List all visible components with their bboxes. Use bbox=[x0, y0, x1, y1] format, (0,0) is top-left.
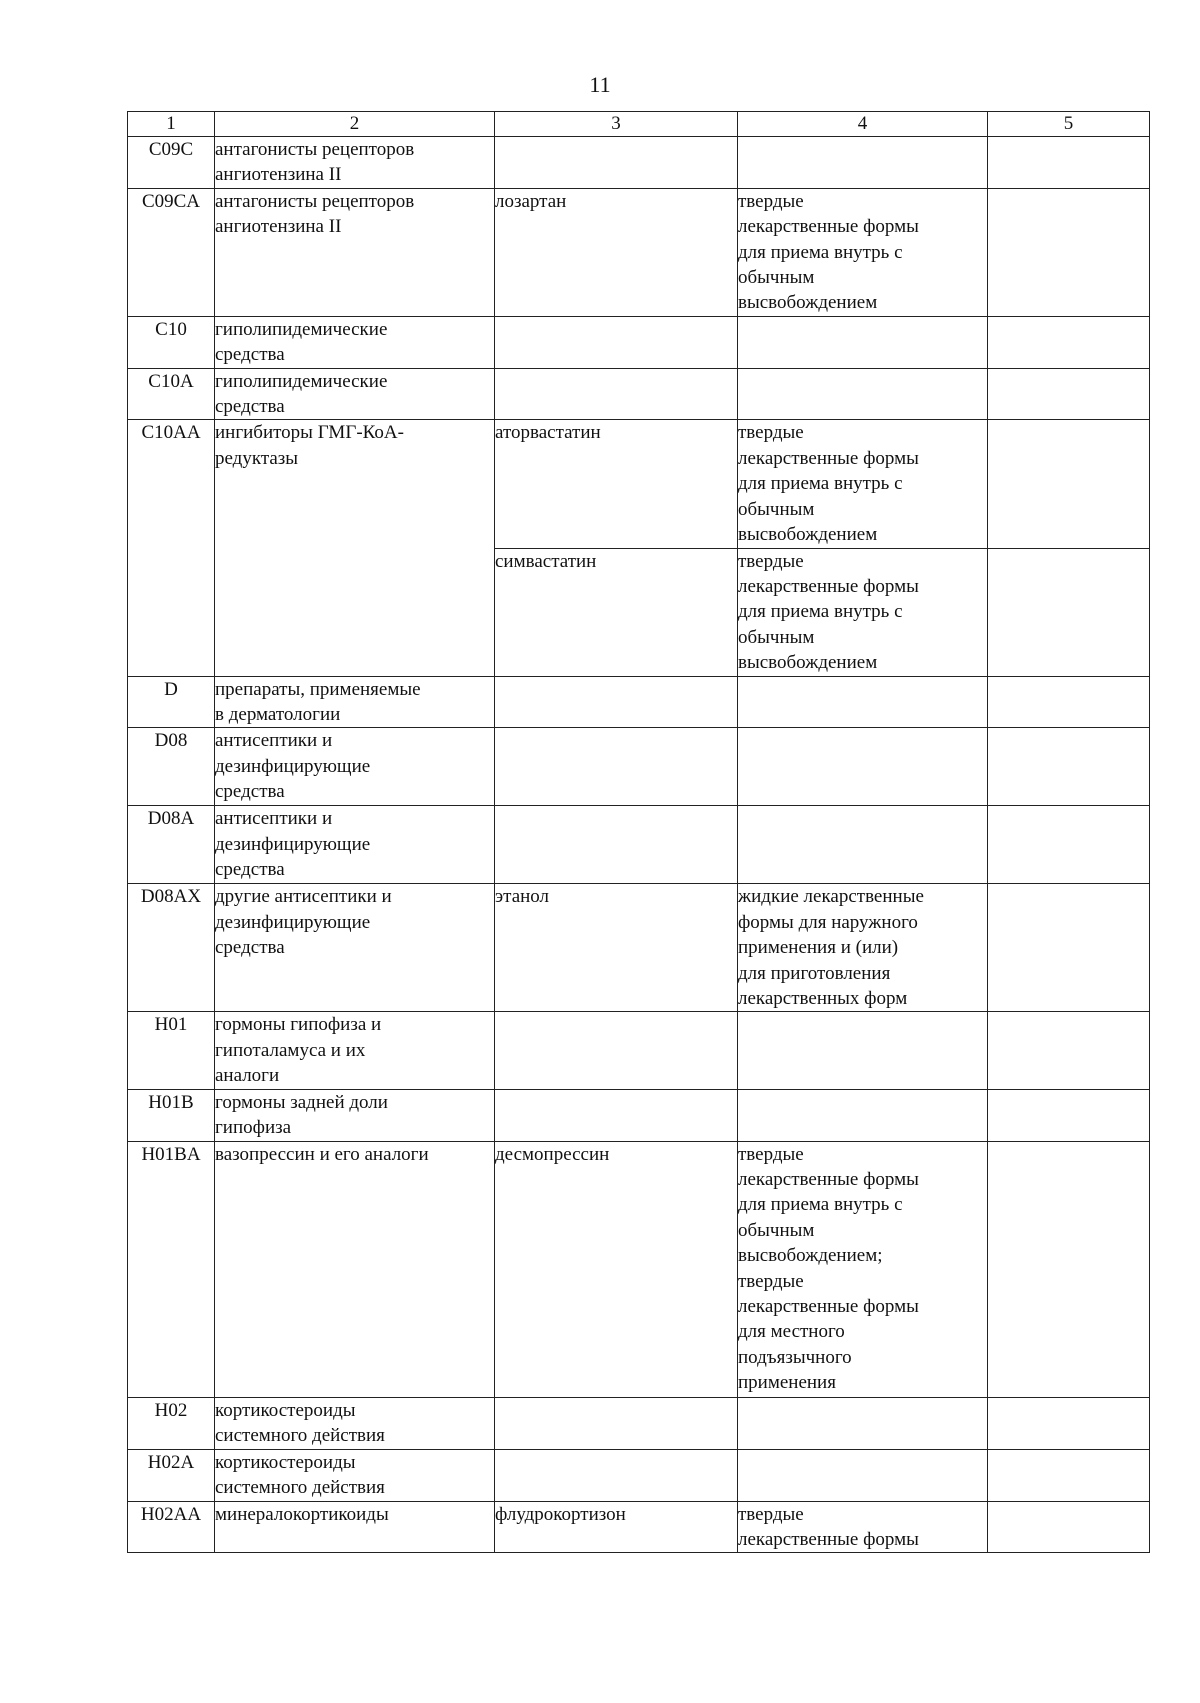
note-cell bbox=[988, 316, 1150, 368]
group-name: антагонисты рецепторов ангиотензина II bbox=[215, 137, 495, 189]
drug-name bbox=[495, 137, 738, 189]
group-name: кортикостероиды системного действия bbox=[215, 1397, 495, 1449]
dosage-form: твердые лекарственные формы для приема внутрь с обычным высвобождением; твердые лекарственные формы для местного подъязычного применения bbox=[738, 1141, 988, 1397]
note-cell bbox=[988, 548, 1150, 676]
table-row bbox=[128, 420, 1150, 548]
note-cell bbox=[988, 137, 1150, 189]
table-row bbox=[128, 137, 1150, 189]
drug-name: флудрокортизон bbox=[495, 1501, 738, 1553]
dosage-form bbox=[738, 806, 988, 884]
note-cell bbox=[988, 728, 1150, 806]
drug-name bbox=[495, 1089, 738, 1141]
atc-code: H01B bbox=[128, 1089, 215, 1141]
table-row bbox=[128, 1397, 1150, 1449]
table-row bbox=[128, 1501, 1150, 1553]
atc-code: C09CA bbox=[128, 188, 215, 316]
dosage-form bbox=[738, 1089, 988, 1141]
atc-code: H02AA bbox=[128, 1501, 215, 1553]
drug-table bbox=[127, 111, 1150, 1553]
note-cell bbox=[988, 884, 1150, 1012]
group-name: антисептики и дезинфицирующие средства bbox=[215, 728, 495, 806]
note-cell bbox=[988, 420, 1150, 548]
atc-code: D08A bbox=[128, 806, 215, 884]
group-name: гиполипидемические средства bbox=[215, 316, 495, 368]
table-row bbox=[128, 1449, 1150, 1501]
table-row bbox=[128, 806, 1150, 884]
header-row bbox=[128, 112, 1150, 137]
drug-name: лозартан bbox=[495, 188, 738, 316]
dosage-form bbox=[738, 368, 988, 420]
dosage-form bbox=[738, 676, 988, 728]
drug-name bbox=[495, 806, 738, 884]
atc-code: H02A bbox=[128, 1449, 215, 1501]
col-header-5: 5 bbox=[988, 112, 1150, 137]
note-cell bbox=[988, 1141, 1150, 1397]
group-name: кортикостероиды системного действия bbox=[215, 1449, 495, 1501]
note-cell bbox=[988, 368, 1150, 420]
drug-name: аторвастатин bbox=[495, 420, 738, 548]
drug-name bbox=[495, 676, 738, 728]
table-row bbox=[128, 1089, 1150, 1141]
col-header-1: 1 bbox=[128, 112, 215, 137]
atc-code: C10A bbox=[128, 368, 215, 420]
drug-name bbox=[495, 368, 738, 420]
note-cell bbox=[988, 1501, 1150, 1553]
dosage-form: твердые лекарственные формы для приема внутрь с обычным высвобождением bbox=[738, 188, 988, 316]
group-name: другие антисептики и дезинфицирующие средства bbox=[215, 884, 495, 1012]
drug-name bbox=[495, 1012, 738, 1089]
table-row bbox=[128, 884, 1150, 1012]
group-name: ингибиторы ГМГ-КоА- редуктазы bbox=[215, 420, 495, 676]
note-cell bbox=[988, 676, 1150, 728]
atc-code: D08AX bbox=[128, 884, 215, 1012]
drug-name bbox=[495, 1397, 738, 1449]
drug-name bbox=[495, 728, 738, 806]
note-cell bbox=[988, 1089, 1150, 1141]
col-header-3: 3 bbox=[495, 112, 738, 137]
dosage-form: твердые лекарственные формы для приема внутрь с обычным высвобождением bbox=[738, 548, 988, 676]
atc-code: H02 bbox=[128, 1397, 215, 1449]
group-name: антисептики и дезинфицирующие средства bbox=[215, 806, 495, 884]
col-header-2: 2 bbox=[215, 112, 495, 137]
dosage-form bbox=[738, 1012, 988, 1089]
dosage-form bbox=[738, 1449, 988, 1501]
dosage-form bbox=[738, 316, 988, 368]
atc-code: H01BA bbox=[128, 1141, 215, 1397]
table-row bbox=[128, 1012, 1150, 1089]
drug-name bbox=[495, 1449, 738, 1501]
dosage-form bbox=[738, 728, 988, 806]
drug-name: этанол bbox=[495, 884, 738, 1012]
atc-code: C10AA bbox=[128, 420, 215, 676]
drug-name: симвастатин bbox=[495, 548, 738, 676]
atc-code: D bbox=[128, 676, 215, 728]
atc-code: H01 bbox=[128, 1012, 215, 1089]
table-row bbox=[128, 728, 1150, 806]
page-number: 11 bbox=[589, 72, 611, 97]
dosage-form bbox=[738, 1397, 988, 1449]
atc-code: C10 bbox=[128, 316, 215, 368]
drug-name bbox=[495, 316, 738, 368]
atc-code: D08 bbox=[128, 728, 215, 806]
col-header-4: 4 bbox=[738, 112, 988, 137]
note-cell bbox=[988, 1012, 1150, 1089]
group-name: гормоны гипофиза и гипоталамуса и их аналоги bbox=[215, 1012, 495, 1089]
group-name: препараты, применяемые в дерматологии bbox=[215, 676, 495, 728]
group-name: гормоны задней доли гипофиза bbox=[215, 1089, 495, 1141]
note-cell bbox=[988, 1449, 1150, 1501]
dosage-form: твердые лекарственные формы для приема внутрь с обычным высвобождением bbox=[738, 420, 988, 548]
atc-code: C09C bbox=[128, 137, 215, 189]
dosage-form: жидкие лекарственные формы для наружного применения и (или) для приготовления лекарственных форм bbox=[738, 884, 988, 1012]
note-cell bbox=[988, 188, 1150, 316]
note-cell bbox=[988, 1397, 1150, 1449]
group-name: гиполипидемические средства bbox=[215, 368, 495, 420]
dosage-form bbox=[738, 137, 988, 189]
note-cell bbox=[988, 806, 1150, 884]
group-name: вазопрессин и его аналоги bbox=[215, 1141, 495, 1397]
drug-name: десмопрессин bbox=[495, 1141, 738, 1397]
group-name: минералокортикоиды bbox=[215, 1501, 495, 1553]
table-row bbox=[128, 676, 1150, 728]
table-row bbox=[128, 368, 1150, 420]
table-row bbox=[128, 188, 1150, 316]
dosage-form: твердые лекарственные формы bbox=[738, 1501, 988, 1553]
table-row bbox=[128, 316, 1150, 368]
group-name: антагонисты рецепторов ангиотензина II bbox=[215, 188, 495, 316]
table-row bbox=[128, 1141, 1150, 1397]
